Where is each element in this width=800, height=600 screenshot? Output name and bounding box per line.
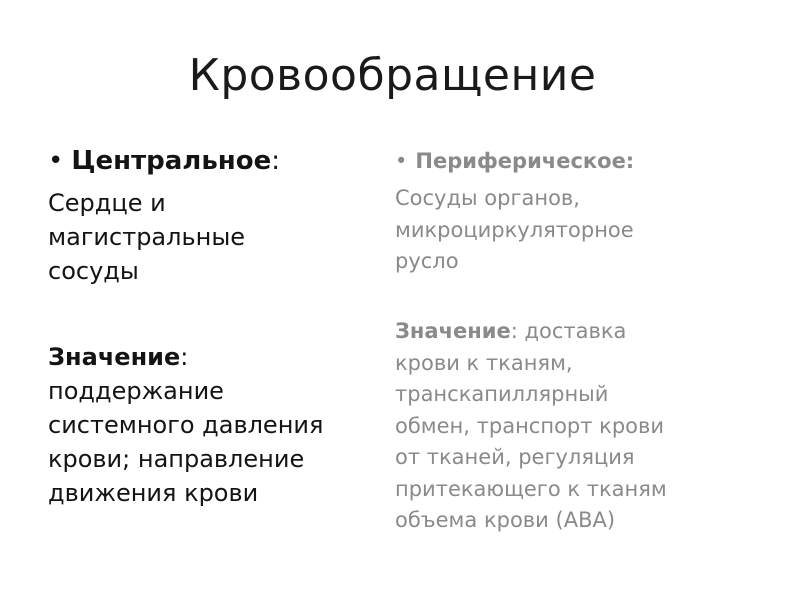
- central-meaning-line: системного давления: [48, 411, 324, 440]
- central-meaning-line: движения крови: [48, 479, 259, 508]
- central-heading-suffix: :: [271, 146, 280, 176]
- peripheral-meaning-line: транскапиллярный: [395, 382, 609, 406]
- central-description-line: сосуды: [48, 257, 139, 286]
- central-meaning-line: крови; направление: [48, 445, 305, 474]
- peripheral-description-line: русло: [395, 249, 459, 273]
- peripheral-description: [395, 183, 634, 278]
- peripheral-meaning-first-line: [395, 316, 667, 348]
- peripheral-description-line: микроциркуляторное: [395, 217, 634, 242]
- peripheral-heading: Периферическое:: [415, 149, 635, 173]
- central-bullet-item: [48, 146, 280, 176]
- peripheral-bullet-item: [395, 149, 634, 173]
- peripheral-meaning-line: обмен, транспорт крови: [395, 413, 665, 438]
- bullet-icon: •: [395, 149, 408, 173]
- peripheral-meaning-line: от тканей, регуляция: [395, 445, 635, 469]
- bullet-icon: •: [48, 146, 64, 176]
- peripheral-meaning-line: : доставка: [510, 319, 627, 343]
- central-meaning: [48, 340, 323, 510]
- peripheral-meaning-line: крови к тканям,: [395, 350, 573, 375]
- central-meaning-first-line: [48, 340, 323, 374]
- peripheral-description-line: Сосуды органов,: [395, 186, 580, 210]
- peripheral-meaning: [395, 316, 667, 537]
- central-description-line: магистральные: [48, 223, 246, 252]
- peripheral-meaning-line: объема крови (АВА): [395, 508, 616, 532]
- central-meaning-line: :: [180, 343, 189, 371]
- central-heading: Центральное: [71, 146, 272, 176]
- peripheral-meaning-label: Значение: [395, 319, 511, 343]
- central-meaning-label: Значение: [48, 343, 181, 371]
- central-description-line: Сердце и: [48, 189, 166, 217]
- slide-title: Кровообращение: [188, 50, 597, 101]
- central-description: [48, 186, 245, 288]
- central-meaning-line: поддержание: [48, 377, 224, 406]
- peripheral-meaning-line: притекающего к тканям: [395, 476, 667, 501]
